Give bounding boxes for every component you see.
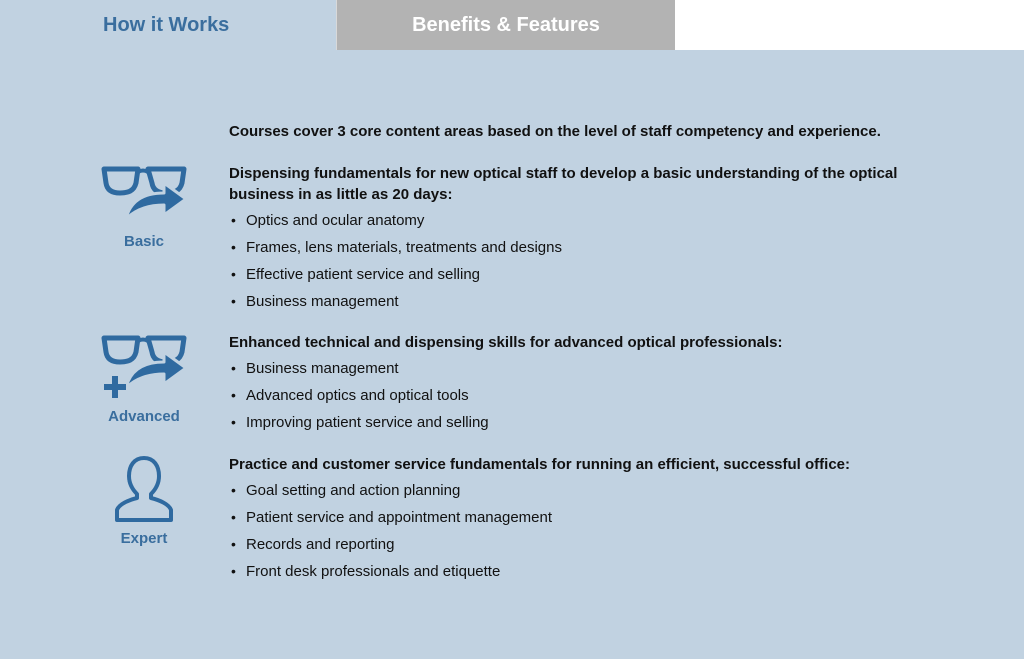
- list-item: • Optics and ocular anatomy: [229, 207, 949, 234]
- list-item: • Front desk professionals and etiquette: [229, 558, 949, 585]
- tab-bar: [0, 0, 1024, 50]
- section-heading-expert: Practice and customer service fundamentals for running an efficient, successful office:: [229, 456, 851, 473]
- list-item: • Advanced optics and optical tools: [229, 382, 949, 409]
- level-expert: [94, 454, 194, 547]
- person-icon: [109, 454, 179, 524]
- list-item: • Effective patient service and selling: [229, 261, 949, 288]
- level-label-expert: Expert: [120, 530, 168, 547]
- section-advanced: [229, 332, 949, 436]
- list-item: • Business management: [229, 288, 949, 315]
- section-expert: [229, 454, 949, 585]
- intro-text: Courses cover 3 core content areas based on the level of staff competency and experience.: [229, 123, 881, 140]
- section-heading-basic: Dispensing fundamentals for new optical staff to develop a basic understanding of the optical business in as little as 20 days:: [229, 165, 898, 203]
- list-item: • Patient service and appointment management: [229, 504, 949, 531]
- glasses-arrow-plus-icon: [96, 332, 192, 400]
- level-label-basic: Basic: [123, 233, 165, 250]
- section-basic: [229, 163, 949, 315]
- tab-benefits-features[interactable]: Benefits & Features: [336, 0, 675, 50]
- bullet-list-basic: [229, 207, 949, 315]
- glasses-arrow-icon: [96, 163, 192, 221]
- bullet-list-advanced: [229, 355, 949, 436]
- section-heading-advanced: Enhanced technical and dispensing skills for advanced optical professionals:: [229, 334, 783, 351]
- level-basic: [94, 163, 194, 250]
- tab-how-it-works[interactable]: How it Works: [0, 0, 336, 50]
- level-label-advanced: Advanced: [108, 408, 180, 425]
- list-item: • Frames, lens materials, treatments and designs: [229, 234, 949, 261]
- list-item: • Improving patient service and selling: [229, 409, 949, 436]
- list-item: • Records and reporting: [229, 531, 949, 558]
- level-advanced: [94, 332, 194, 425]
- list-item: • Goal setting and action planning: [229, 477, 949, 504]
- list-item: • Business management: [229, 355, 949, 382]
- bullet-list-expert: [229, 477, 949, 585]
